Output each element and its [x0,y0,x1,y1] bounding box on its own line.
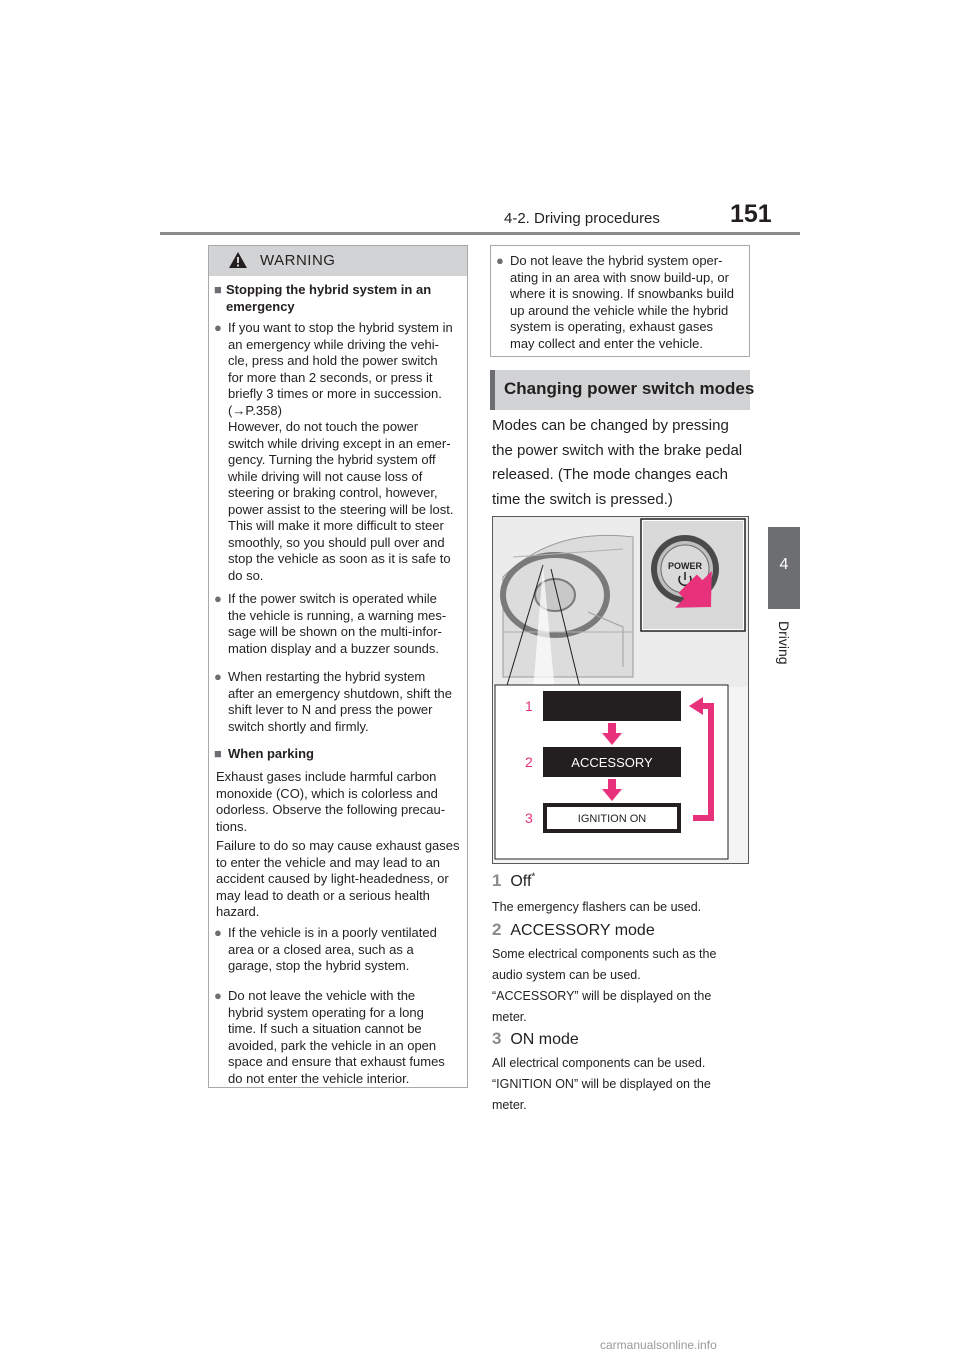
header-rule [160,232,800,235]
warning-p1-line: switch while driving except in an emer- [228,435,451,451]
warning-p5-line: hazard. [216,904,260,919]
warning-p1-line: for more than 2 seconds, or press it [228,369,433,385]
warning-p7-line: hybrid system operating for a long [228,1004,424,1020]
mode-1-number: 1 [492,871,502,890]
warning-p5-line: may lead to death or a serious health [216,887,430,903]
warning-p7-line: do not enter the vehicle interior. [228,1070,410,1086]
warning-p4-line: tions. [216,818,248,834]
power-button-label: POWER [667,561,703,571]
mode-1 [492,871,752,891]
warning-p4-line: odorless. Observe the following precau- [216,802,446,817]
warning-paragraph-6 [214,925,468,975]
warning-p1-line: gency. Turning the hybrid system off [228,452,436,467]
warning-p2-line: If the power switch is operated while [228,591,437,606]
bullet-icon: ● [214,925,222,940]
warning-continued-paragraph [496,253,750,352]
warning-p2-line: sage will be shown on the multi-infor- [228,624,442,639]
warning-paragraph-6-lines [228,925,468,975]
right-box-line: ating in an area with snow build-up, or [510,269,729,285]
section-heading-bar [490,370,495,410]
warning-p6-line: area or a closed area, such as a [228,941,414,957]
right-box-line: may collect and enter the vehicle. [510,335,703,351]
warning-p1-line: stop the vehicle as soon as it is safe to [228,551,451,566]
step-number-1: 1 [525,698,533,714]
warning-triangle-icon [228,251,248,269]
mode-3-title: ON mode [510,1031,579,1048]
warning-paragraph-2 [214,591,468,657]
warning-heading-emergency [214,282,464,315]
mode-2-description [492,944,752,1028]
warning-p5-line: accident caused by light-headedness, or [216,871,449,886]
warning-p4-line: Exhaust gases include harmful carbon [216,769,437,784]
right-box-line: Do not leave the hybrid system oper- [510,253,723,268]
warning-p6-line: If the vehicle is in a poorly ventilated [228,925,437,940]
warning-p3-line: When restarting the hybrid system [228,669,426,684]
warning-p6-line: garage, stop the hybrid system. [228,958,410,973]
warning-p2-line: mation display and a buzzer sounds. [228,640,440,656]
right-box-line: system is operating, exhaust gases [510,319,714,334]
warning-p4-line: monoxide (CO), which is colorless and [216,785,438,801]
section-intro [492,414,754,512]
warning-p7-line: Do not leave the vehicle with the [228,988,416,1003]
right-box-line: up around the vehicle while the hybrid [510,302,729,318]
warning-heading-emergency-text: Stopping the hybrid system in an emergency [226,282,432,314]
bullet-icon: ● [214,591,222,606]
warning-p5-line: to enter the vehicle and may lead to an [216,854,441,870]
header-section: 4-2. Driving procedures [504,210,660,227]
warning-p7-line: space and ensure that exhaust fumes [228,1054,445,1069]
warning-p3-line: shift lever to N and press the power [228,702,433,717]
right-box-line: where it is snowing. If snowbanks build [510,286,735,301]
page-number: 151 [730,200,772,228]
warning-paragraph-2-lines [228,591,468,657]
mode-3 [492,1029,752,1049]
section-title: Changing power switch modes [504,379,755,398]
warning-p1-line: steering or braking control, however, [228,485,438,500]
warning-p1-line: briefly 3 times or more in succession. [228,386,442,401]
warning-heading-parking-text: When parking [228,746,314,761]
warning-p5-line: Failure to do so may cause exhaust gases [216,838,460,853]
warning-p7-line: avoided, park the vehicle in an open [228,1037,437,1053]
mode-2-desc-line: audio system can be used. [492,968,641,982]
warning-p1-line: This will make it more difficult to steer [228,518,444,533]
intro-line: time the switch is pressed.) [492,490,673,508]
warning-paragraph-7 [214,988,468,1087]
warning-p1-line: If you want to stop the hybrid system in [228,320,453,335]
mode-3-description [492,1053,752,1116]
warning-heading-parking [214,746,314,763]
warning-title: WARNING [260,252,336,269]
display-ignition-text: IGNITION ON [577,813,647,825]
warning-p3-line: switch shortly and firmly. [228,718,369,734]
warning-continued-lines [510,253,750,352]
square-bullet-icon: ■ [214,282,222,297]
step-number-3: 3 [525,810,533,826]
chapter-tab-number: 4 [779,556,789,573]
display-accessory-text: ACCESSORY [571,755,653,770]
warning-p1-line: while driving will not cause loss of [228,468,423,484]
warning-paragraph-1 [214,320,468,584]
mode-3-number: 3 [492,1029,502,1048]
warning-paragraph-3-lines [228,669,468,735]
bullet-icon: ● [214,320,222,335]
mode-2-desc-line: meter. [492,1010,527,1024]
warning-p7-line: time. If such a situation cannot be [228,1021,422,1036]
warning-p1-line: cle, press and hold the power switch [228,353,438,368]
warning-p3-line: after an emergency shutdown, shift the [228,685,453,701]
mode-2-title: ACCESSORY mode [510,922,655,939]
warning-p1-line: power assist to the steering will be lost. [228,501,454,517]
mode-1-description [492,897,752,918]
power-switch-illustration [492,516,749,864]
mode-2-desc-line: Some electrical components such as the [492,947,717,961]
warning-p1-line: (→P.358) [228,402,282,418]
bullet-icon: ● [496,253,504,268]
mode-3-desc-line: All electrical components can be used. [492,1056,706,1070]
warning-p1-line: do so. [228,567,264,583]
mode-3-desc-line: meter. [492,1098,527,1112]
bullet-icon: ● [214,988,222,1003]
display-off [543,691,681,721]
warning-p1-line: smoothly, so you should pull over and [228,534,445,550]
warning-paragraph-5 [216,838,466,921]
intro-line: the power switch with the brake pedal [492,441,743,459]
warning-p1-line: However, do not touch the power [228,419,419,434]
mode-3-desc-line: “IGNITION ON” will be displayed on the [492,1077,711,1091]
chapter-tab-label-text: Driving [776,621,792,665]
intro-line: Modes can be changed by pressing [492,417,729,434]
step-number-2: 2 [525,754,533,770]
illustration-drawing [493,517,748,863]
mode-2 [492,920,752,940]
chapter-tab-label [776,621,794,681]
intro-line: released. (The mode changes each [492,466,728,483]
mode-1-footnote-mark: * [531,871,536,883]
warning-p2-line: the vehicle is running, a warning mes- [228,607,447,623]
warning-p1-line: an emergency while driving the vehi- [228,336,439,352]
bullet-icon: ● [214,669,222,684]
warning-paragraph-7-lines [228,988,468,1087]
mode-1-desc-line: The emergency flashers can be used. [492,900,702,914]
mode-1-title: Off [510,873,532,890]
warning-paragraph-1-lines [228,320,468,584]
warning-paragraph-4 [216,769,466,835]
watermark: carmanualsonline.info [600,1338,717,1352]
mode-2-number: 2 [492,920,502,939]
warning-paragraph-3 [214,669,468,735]
square-bullet-icon: ■ [214,746,222,761]
mode-2-desc-line: “ACCESSORY” will be displayed on the [492,989,712,1003]
